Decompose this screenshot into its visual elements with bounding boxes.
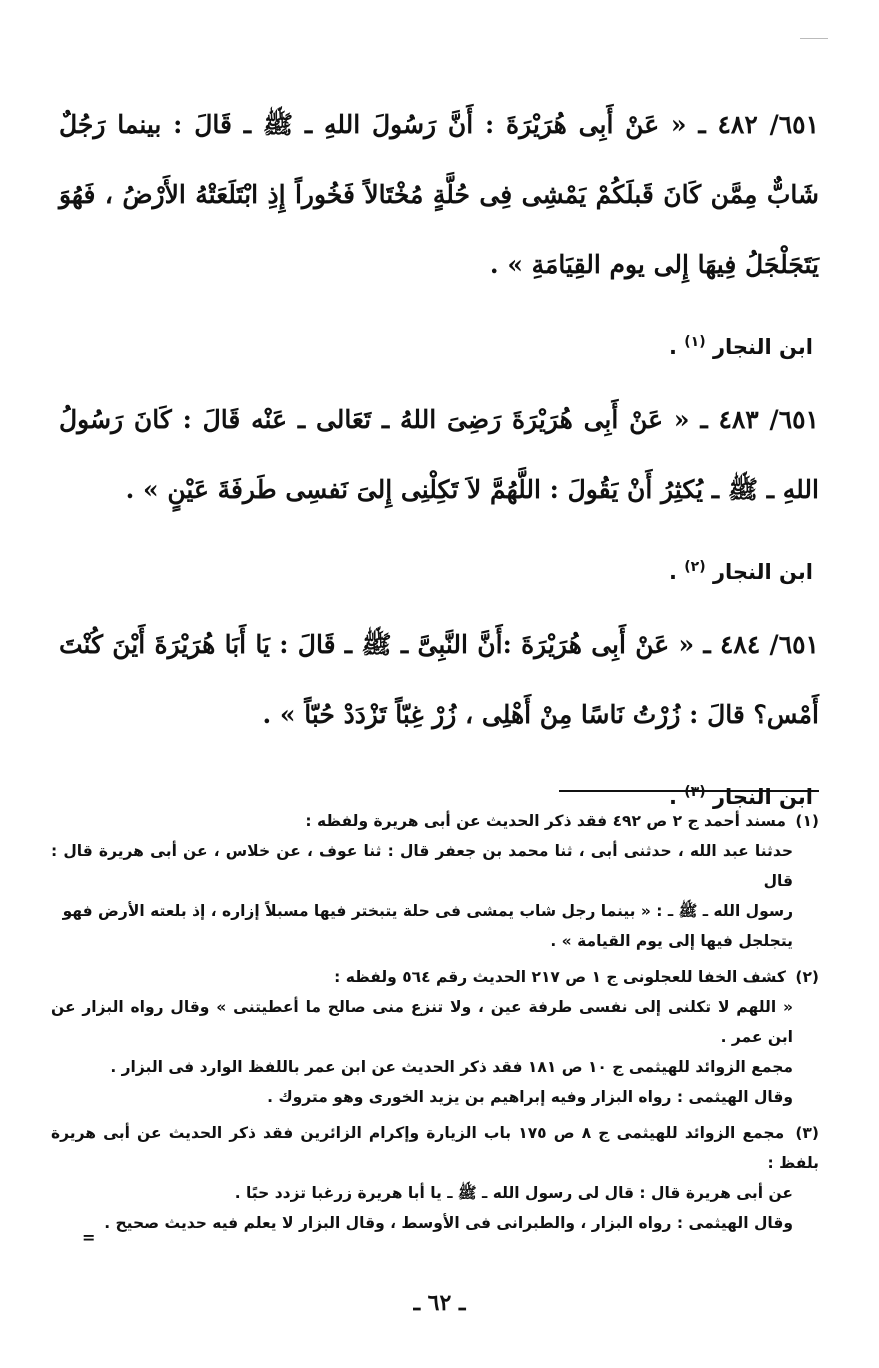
hadith-text: ٦٥١/ ٤٨٤ ـ « عَنْ أَبِى هُرَيْرَةَ :أَنَّ النَّبِىَّ ـ ﷺ ـ قَالَ : يَا أَبَا هُرَيْرَةَ أَيْنَ كُنْتَ أَمْس؟ قالَ : زُرْتُ نَاسًا مِنْ أَهْلِى ، زُرْ غِبّاً تَزْدَدْ حُبّاً » . [59, 630, 819, 729]
hadith-entry [59, 90, 819, 375]
source-name: ابن النجار [712, 785, 813, 809]
footnote-2 [51, 962, 819, 1112]
footnote-ref[interactable]: (٣) [684, 784, 706, 800]
footnote-text: كشف الخفا للعجلونى ج ١ ص ٢١٧ الحديث رقم ٥٦٤ ولفظه : [334, 968, 786, 986]
footnote-number: (٣) [795, 1124, 819, 1142]
footnote-line: يتجلجل فيها إلى يوم القيامة » . [550, 932, 793, 950]
footnote-line: « اللهم لا تكلنى إلى نفسى طرفة عين ، ولا تنزع منى صالح ما أعطيتنى » وقال رواه البزار عن ابن عمر . [51, 998, 793, 1046]
corner-mark [800, 38, 828, 39]
footnote-line: حدثنا عبد الله ، حدثنى أبى ، ثنا محمد بن جعفر قال : ثنا عوف ، عن خلاس ، عن أبى هريرة قال : قال [51, 842, 793, 890]
hadith-text: ٦٥١/ ٤٨٢ ـ « عَنْ أَبِى هُرَيْرَةَ : أَنَّ رَسُولَ اللهِ ـ ﷺ ـ قَالَ : بينما رَجُلٌ شَابٌّ مِمَّن كَانَ قَبلَكُمْ يَمْشِى فِى حُلَّةٍ مُخْتَالاً فَخُوراً إِذِ ابْتَلَعَتْهُ الأَرْضُ ، فَهُوَ يَتَجَلْجَلُ فِيهَا إِلى يوم القِيَامَةِ » . [59, 110, 820, 279]
footnote-line [51, 1118, 819, 1178]
footnote-line: عن أبى هريرة قال : قال لى رسول الله ـ ﷺ ـ يا أبا هريرة زرغبا تزدد حبًا . [234, 1184, 793, 1202]
footnote-number: (٢) [795, 968, 819, 986]
footnote-1 [51, 806, 819, 956]
footnote-number: (١) [795, 812, 819, 830]
footnote-line: وقال الهيثمى : رواه البزار وفيه إبراهيم بن يزيد الخورى وهو متروك . [267, 1088, 793, 1106]
main-text [59, 90, 819, 835]
source-name: ابن النجار [712, 335, 813, 359]
footnotes [51, 806, 819, 1244]
footnote-3 [51, 1118, 819, 1238]
footnote-line: مجمع الزوائد للهيثمى ج ١٠ ص ١٨١ فقد ذكر الحديث عن ابن عمر باللفظ الوارد فى البزار . [110, 1058, 793, 1076]
hadith-text: ٦٥١/ ٤٨٣ ـ « عَنْ أَبِى هُرَيْرَةَ رَضِىَ اللهُ ـ تَعَالى ـ عَنْه قَالَ : كَانَ رَسُولُ اللهِ ـ ﷺ ـ يُكثِرُ أَنْ يَقُولَ : اللَّهُمَّ لاَ تَكِلْنِى إِلىَ نَفسِى طَرفَةَ عَيْنٍ » . [59, 405, 819, 504]
footnote-text: مسند أحمد ج ٢ ص ٤٩٢ فقد ذكر الحديث عن أبى هريرة ولفظه : [305, 812, 786, 830]
footnote-ref[interactable]: (١) [684, 334, 706, 350]
source-period: . [668, 560, 677, 584]
footnote-line [51, 806, 819, 836]
source-name: ابن النجار [712, 560, 813, 584]
source-period: . [668, 785, 677, 809]
source-period: . [668, 335, 677, 359]
page-number: ـ ٦٢ ـ [413, 1290, 466, 1316]
hadith-entry [59, 385, 819, 600]
footnote-line: رسول الله ـ ﷺ ـ : « بينما رجل شاب يمشى فى حلة يتبختر فيها مسبلاً إزاره ، إذ بلعته الأرض فهو [62, 902, 793, 920]
footnote-line: وقال الهيثمى : رواه البزار ، والطبرانى فى الأوسط ، وقال البزار لا يعلم فيه حديث صحيح . [104, 1214, 793, 1232]
hadith-source [59, 314, 819, 375]
footnote-line [51, 962, 819, 992]
hadith-entry [59, 610, 819, 825]
footnote-ref[interactable]: (٢) [684, 559, 706, 575]
hadith-source [59, 539, 819, 600]
footnote-divider [559, 790, 819, 792]
continuation-mark: = [82, 1228, 96, 1247]
footnote-text: مجمع الزوائد للهيثمى ج ٨ ص ١٧٥ باب الزيارة وإكرام الزائرين فقد ذكر الحديث عن أبى هريرة بلفظ : [51, 1124, 819, 1172]
